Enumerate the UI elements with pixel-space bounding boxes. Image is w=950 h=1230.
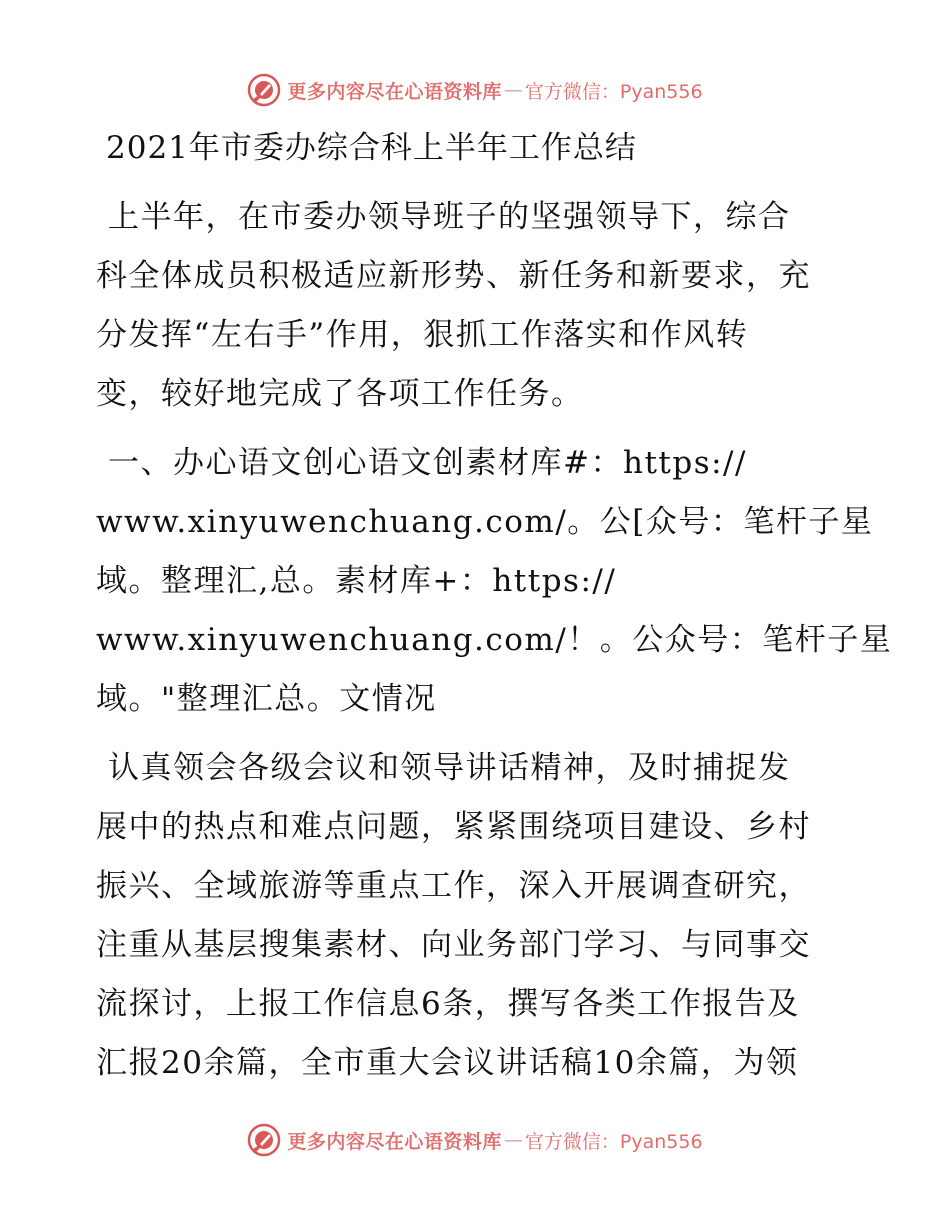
text-line: 展中的热点和难点问题，紧紧围绕项目建设、乡村 xyxy=(96,809,811,845)
watermark-text: 更多内容尽在心语资料库 xyxy=(287,1130,502,1153)
text-line: 分发挥“左右手”作用，狠抓工作落实和作风转 xyxy=(96,317,749,353)
watermark-separator: — xyxy=(503,79,523,101)
text-line: 一、办心语文创心语文创素材库#：https:// xyxy=(108,445,747,481)
text-line: 流探讨，上报工作信息6条，撰写各类工作报告及 xyxy=(96,986,800,1022)
document-title: 2021年市委办综合科上半年工作总结 xyxy=(106,130,637,166)
text-line: www.xinyuwenchuang.com/。公[众号：笔杆子星 xyxy=(96,504,874,540)
pen-logo-icon xyxy=(247,73,281,107)
header-watermark-banner xyxy=(0,70,950,110)
watermark-contact: 官方微信：Pyan556 xyxy=(524,1130,703,1153)
text-line: 认真领会各级会议和领导讲话精神，及时捕捉发 xyxy=(108,750,791,786)
text-line: 上半年，在市委办领导班子的坚强领导下，综合 xyxy=(108,199,791,235)
watermark-contact: 官方微信：Pyan556 xyxy=(524,80,703,103)
watermark-text: 更多内容尽在心语资料库 xyxy=(287,80,502,103)
text-line: 变，较好地完成了各项工作任务。 xyxy=(96,376,584,412)
text-line: 域。"整理汇总。文情况 xyxy=(96,681,437,717)
paragraph-writing-work xyxy=(96,739,856,1093)
watermark-separator: — xyxy=(503,1129,523,1151)
text-line: www.xinyuwenchuang.com/！。公众号：笔杆子星 xyxy=(96,622,893,658)
paragraph-intro xyxy=(96,188,856,424)
document-body xyxy=(96,118,893,1093)
pen-logo-icon xyxy=(247,1123,281,1157)
text-line: 科全体成员积极适应新形势、新任务和新要求，充 xyxy=(96,258,811,294)
paragraph-section-heading xyxy=(96,434,893,729)
text-line: 注重从基层搜集素材、向业务部门学习、与同事交 xyxy=(96,927,811,963)
footer-watermark-banner xyxy=(0,1120,950,1160)
text-line: 域。整理汇,总。素材库+：https:// xyxy=(96,563,617,599)
text-line: 振兴、全域旅游等重点工作，深入开展调查研究， xyxy=(96,868,811,904)
text-line: 汇报20余篇，全市重大会议讲话稿10余篇，为领 xyxy=(96,1045,799,1081)
